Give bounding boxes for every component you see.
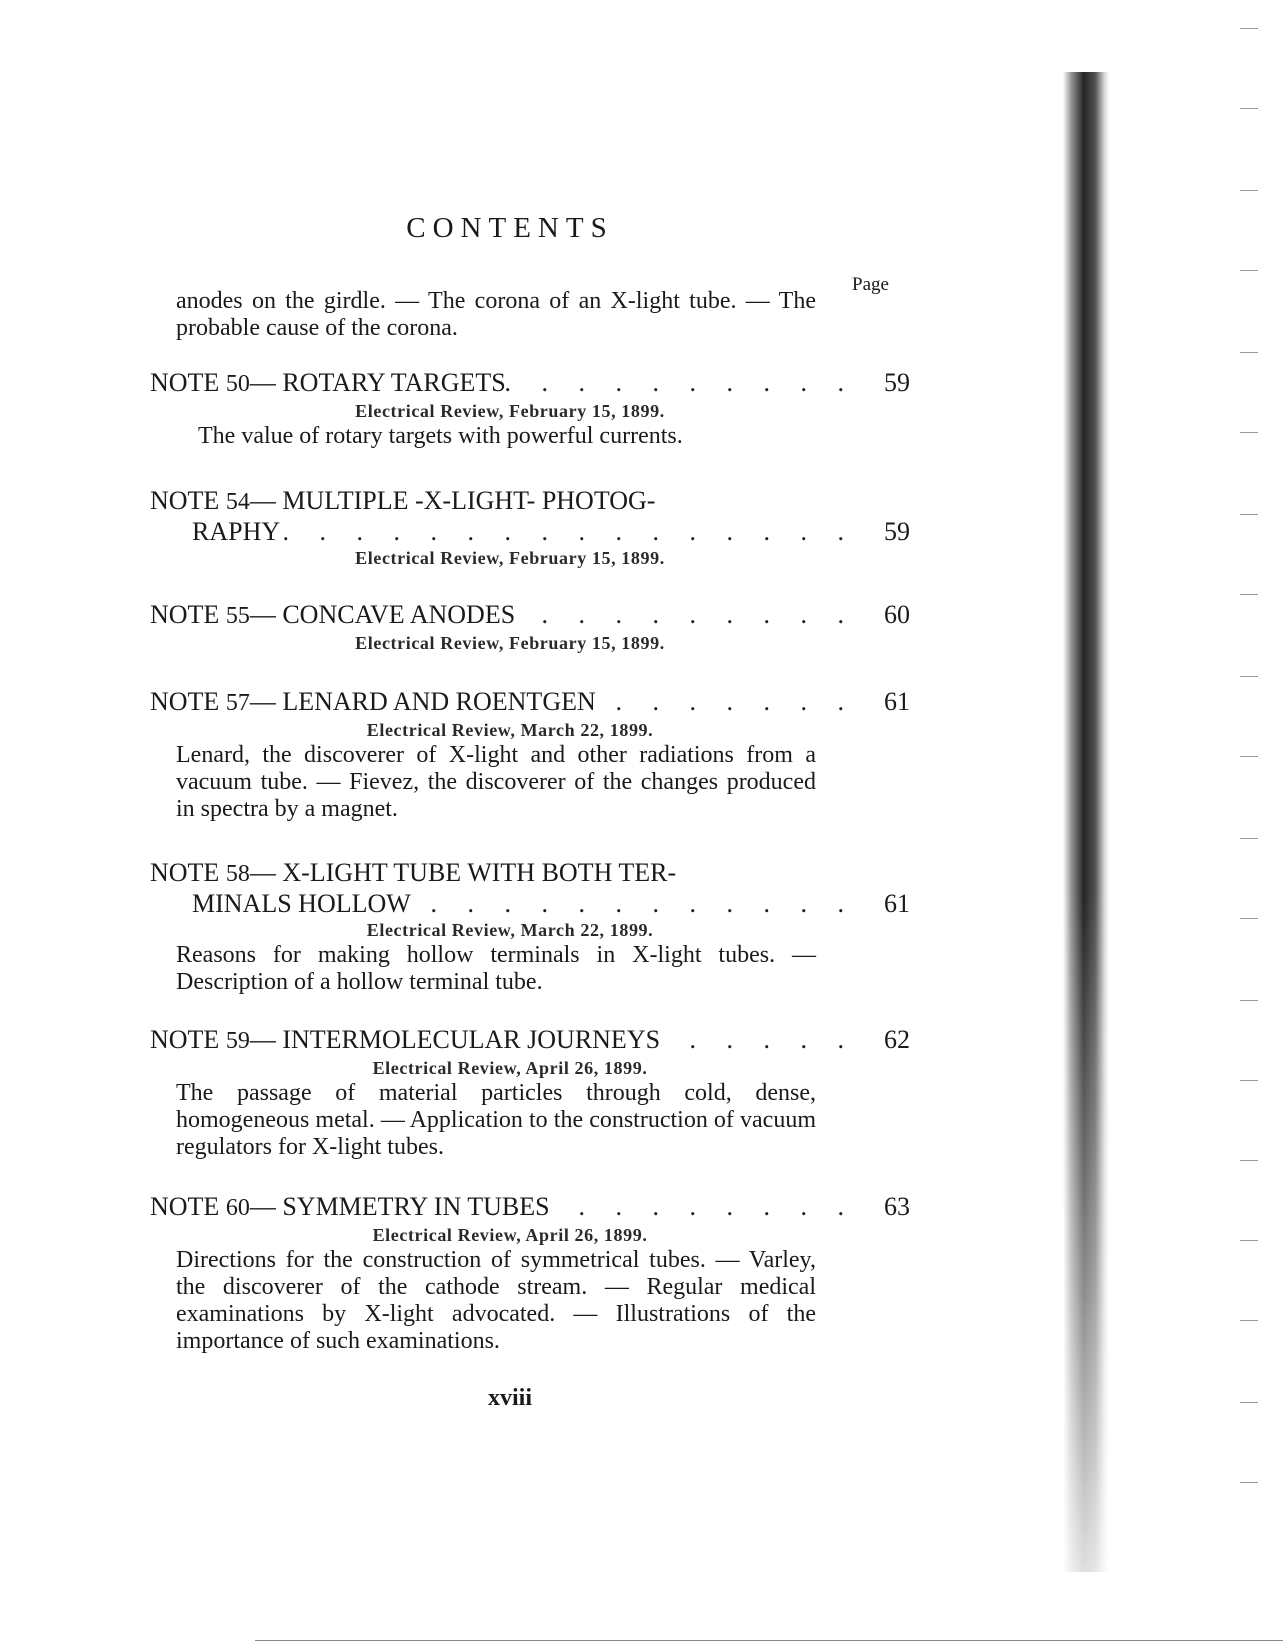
page-number: 63	[884, 1192, 910, 1221]
toc-entry-note-55[interactable]	[150, 600, 910, 655]
page-column-label: Page	[852, 274, 889, 295]
toc-entry-note-54[interactable]	[150, 486, 910, 570]
leader-dots	[280, 517, 856, 546]
entry-heading	[150, 858, 910, 889]
note-label: NOTE	[150, 600, 220, 629]
page-edge-marks	[1240, 0, 1260, 1651]
entry-description: Lenard, the discoverer of X-light and other radiations from a vacuum tube. — Fievez, the discoverer of the changes produced in spectra by a magnet.	[176, 742, 816, 822]
entry-source: Electrical Review, April 26, 1899.	[372, 1225, 648, 1245]
page-number: 59	[884, 368, 910, 397]
note-number: 59	[225, 1028, 250, 1054]
leader-dots	[515, 600, 856, 629]
note-label: NOTE	[150, 1192, 220, 1221]
toc-entry-note-57[interactable]	[150, 687, 910, 823]
carryover-description: anodes on the girdle. — The corona of an X-light tube. — The probable cause of the corona.	[176, 288, 816, 341]
page-number: 61	[884, 889, 910, 918]
entry-source: Electrical Review, April 26, 1899.	[372, 1058, 648, 1078]
page-number: 61	[884, 687, 910, 716]
entry-heading-continued	[150, 889, 910, 918]
entry-source: Electrical Review, February 15, 1899.	[355, 401, 665, 421]
note-label: NOTE	[150, 368, 220, 397]
leader-dots	[411, 889, 856, 918]
entry-description: The passage of material particles through cold, dense, homogeneous metal. — Application to the construction of vacuum regulators for X-light tubes.	[176, 1080, 816, 1160]
leader-dots	[506, 368, 856, 397]
entry-heading-continued	[150, 517, 910, 546]
toc-entry-note-60[interactable]	[150, 1192, 910, 1355]
page-number: 60	[884, 600, 910, 629]
page-folio: xviii	[487, 1385, 532, 1411]
page-title: CONTENTS	[406, 212, 614, 244]
carryover-block	[150, 288, 910, 342]
toc-entry-note-58[interactable]	[150, 858, 910, 996]
entry-heading	[150, 368, 910, 399]
toc-entry-note-50[interactable]	[150, 368, 910, 450]
entry-description: The value of rotary targets with powerful currents.	[198, 423, 683, 449]
note-label: NOTE	[150, 1025, 220, 1054]
entry-heading	[150, 1192, 910, 1223]
entry-source: Electrical Review, March 22, 1899.	[366, 920, 654, 940]
note-label: NOTE	[150, 687, 220, 716]
entry-description: Reasons for making hollow terminals in X-light tubes. — Description of a hollow terminal tube.	[176, 942, 816, 995]
note-number: 57	[225, 690, 250, 716]
entry-title-continued: MINALS HOLLOW	[192, 889, 411, 918]
page-number: 59	[884, 517, 910, 546]
leader-dots	[660, 1025, 856, 1054]
entry-heading	[150, 600, 910, 631]
binding-shadow	[1063, 72, 1109, 1572]
bottom-rule	[255, 1640, 1283, 1641]
entry-source: Electrical Review, March 22, 1899.	[366, 720, 654, 740]
note-number: 55	[225, 603, 250, 629]
entry-heading	[150, 486, 910, 517]
page-number: 62	[884, 1025, 910, 1054]
entry-description: Directions for the construction of symmetrical tubes. — Varley, the discoverer of the cathode stream. — Regular medical examinations by X-light advocated. — Illustrations of the importance of such examinations.	[176, 1247, 816, 1354]
entry-source: Electrical Review, February 15, 1899.	[355, 633, 665, 653]
note-number: 54	[225, 489, 250, 515]
leader-dots	[550, 1192, 856, 1221]
entry-heading	[150, 1025, 910, 1056]
entry-title: — MULTIPLE -X-LIGHT- PHOTOG-	[249, 486, 656, 515]
entry-title-continued: RAPHY	[192, 517, 281, 546]
note-number: 50	[225, 371, 250, 397]
entry-title: — SYMMETRY IN TUBES	[249, 1192, 550, 1221]
entry-title: — X-LIGHT TUBE WITH BOTH TER-	[249, 858, 677, 887]
entry-title: — ROTARY TARGETS	[249, 368, 506, 397]
note-label: NOTE	[150, 858, 220, 887]
entry-title: — INTERMOLECULAR JOURNEYS	[249, 1025, 661, 1054]
entry-heading	[150, 687, 910, 718]
note-number: 60	[225, 1195, 250, 1221]
note-label: NOTE	[150, 486, 220, 515]
note-number: 58	[225, 861, 250, 887]
entry-source: Electrical Review, February 15, 1899.	[355, 548, 665, 568]
leader-dots	[596, 687, 856, 716]
entry-title: — CONCAVE ANODES	[249, 600, 516, 629]
toc-entry-note-59[interactable]	[150, 1025, 910, 1161]
entry-title: — LENARD AND ROENTGEN	[249, 687, 596, 716]
